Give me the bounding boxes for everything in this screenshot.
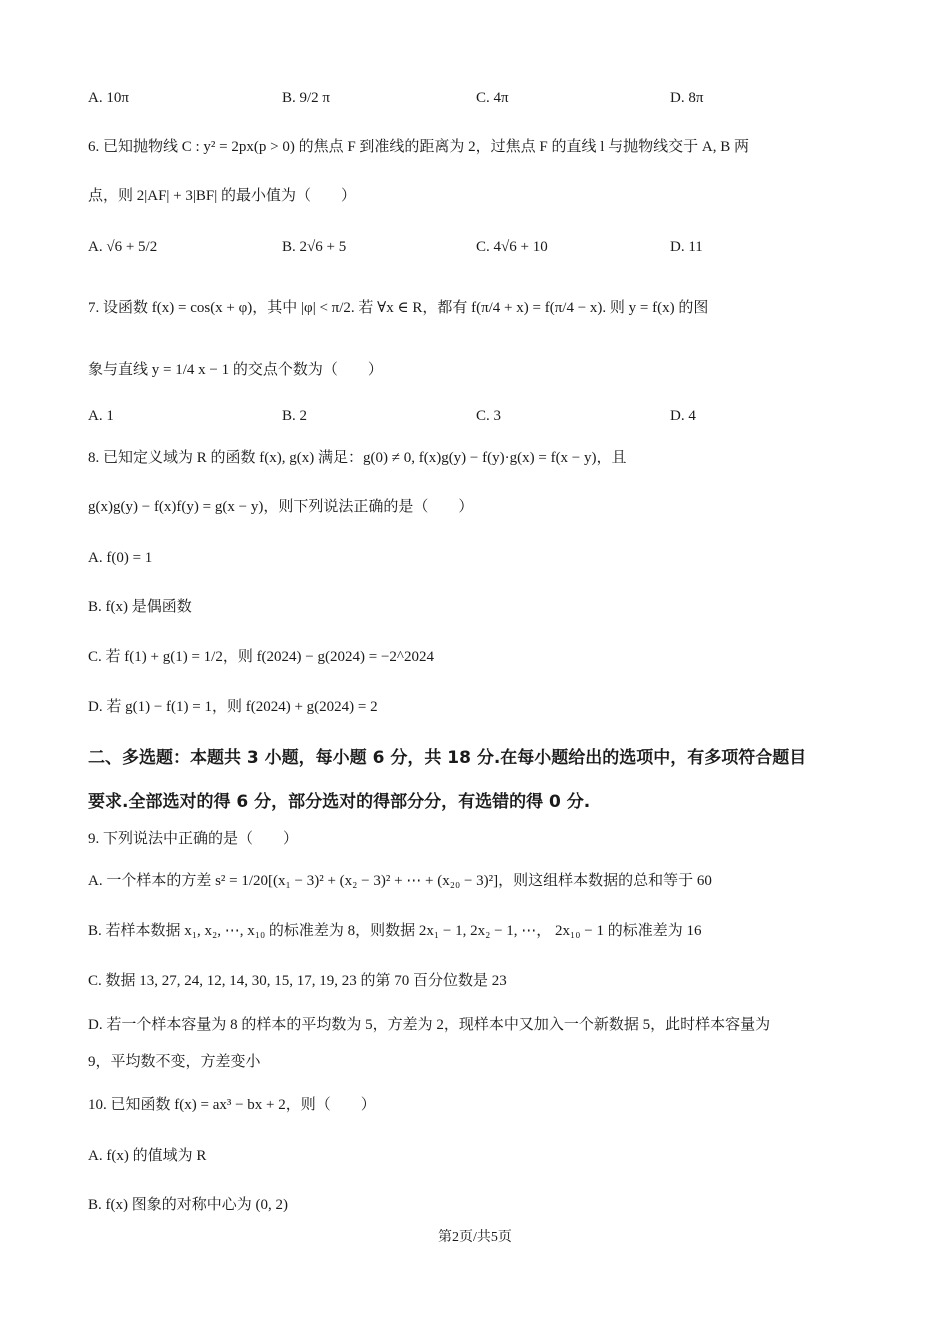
q7-option-d: D. 4 [670, 408, 696, 424]
q7-option-a: A. 1 [88, 408, 114, 424]
q8-option-b: B. f(x) 是偶函数 [88, 599, 192, 615]
q7-option-c: C. 3 [476, 408, 502, 424]
q9-option-d: D. 若一个样本容量为 8 的样本的平均数为 5，方差为 2，现样本中又加入一个新数据 5，此时样本容量为 [88, 1017, 771, 1033]
q10-option-a: A. f(x) 的值域为 R [88, 1148, 207, 1164]
q6-option-c: C. 4√6 + 10 [476, 239, 548, 255]
page-number: 第2页/共5页 [438, 1230, 512, 1245]
q9-option-b: B. 若样本数据 x₁, x₂, ⋯, x₁₀ 的标准差为 8，则数据 2x₁ − 1, 2x₂ − 1, ⋯， 2x₁₀ − 1 的标准差为 16 [88, 923, 702, 939]
q5-option-d: D. 8π [670, 90, 704, 106]
section2-heading-line2: 要求.全部选对的得 6 分，部分选对的得部分分，有选错的得 0 分. [88, 792, 591, 812]
section2-heading-line1: 二、多选题：本题共 3 小题，每小题 6 分，共 18 分.在每小题给出的选项中，有多项符合题目 [88, 748, 807, 768]
q6-stem-line2: 点，则 2|AF| + 3|BF| 的最小值为（ ） [88, 188, 356, 204]
q7-option-b: B. 2 [282, 408, 308, 424]
q6-stem-line1: 6. 已知抛物线 C : y² = 2px(p > 0) 的焦点 F 到准线的距离为 2，过焦点 F 的直线 l 与抛物线交于 A, B 两 [88, 139, 750, 155]
q9-stem: 9. 下列说法中正确的是（ ） [88, 831, 299, 847]
q7-stem-line1: 7. 设函数 f(x) = cos(x + φ)，其中 |φ| < π/2. 若 ∀x ∈ R，都有 f(π/4 + x) = f(π/4 − x). 则 y = f(x) 的图 [88, 300, 709, 316]
q5-option-b: B. 9/2 π [282, 90, 330, 106]
q7-stem-line2: 象与直线 y = 1/4 x − 1 的交点个数为（ ） [88, 362, 383, 378]
q10-option-b: B. f(x) 图象的对称中心为 (0, 2) [88, 1197, 288, 1213]
q8-stem-line2: g(x)g(y) − f(x)f(y) = g(x − y)，则下列说法正确的是（ ） [88, 499, 474, 515]
q8-stem-line1: 8. 已知定义域为 R 的函数 f(x), g(x) 满足：g(0) ≠ 0, f(x)g(y) − f(y)·g(x) = f(x − y)，且 [88, 450, 627, 466]
q6-option-b: B. 2√6 + 5 [282, 239, 347, 255]
q8-option-d: D. 若 g(1) − f(1) = 1，则 f(2024) + g(2024) = 2 [88, 699, 378, 715]
q5-option-c: C. 4π [476, 90, 509, 106]
q8-option-a: A. f(0) = 1 [88, 550, 153, 566]
q8-option-c: C. 若 f(1) + g(1) = 1/2，则 f(2024) − g(2024) = −2^2024 [88, 649, 434, 665]
q10-stem: 10. 已知函数 f(x) = ax³ − bx + 2，则（ ） [88, 1097, 376, 1113]
q5-option-a: A. 10π [88, 90, 129, 106]
q9-option-a: A. 一个样本的方差 s² = 1/20[(x₁ − 3)² + (x₂ − 3)² + ⋯ + (x₂₀ − 3)²]，则这组样本数据的总和等于 60 [88, 873, 712, 889]
q6-option-d: D. 11 [670, 239, 703, 255]
q9-option-c: C. 数据 13, 27, 24, 12, 14, 30, 15, 17, 19, 23 的第 70 百分位数是 23 [88, 973, 507, 989]
q6-option-a: A. √6 + 5/2 [88, 239, 158, 255]
q9-option-d-continued: 9，平均数不变，方差变小 [88, 1054, 261, 1070]
